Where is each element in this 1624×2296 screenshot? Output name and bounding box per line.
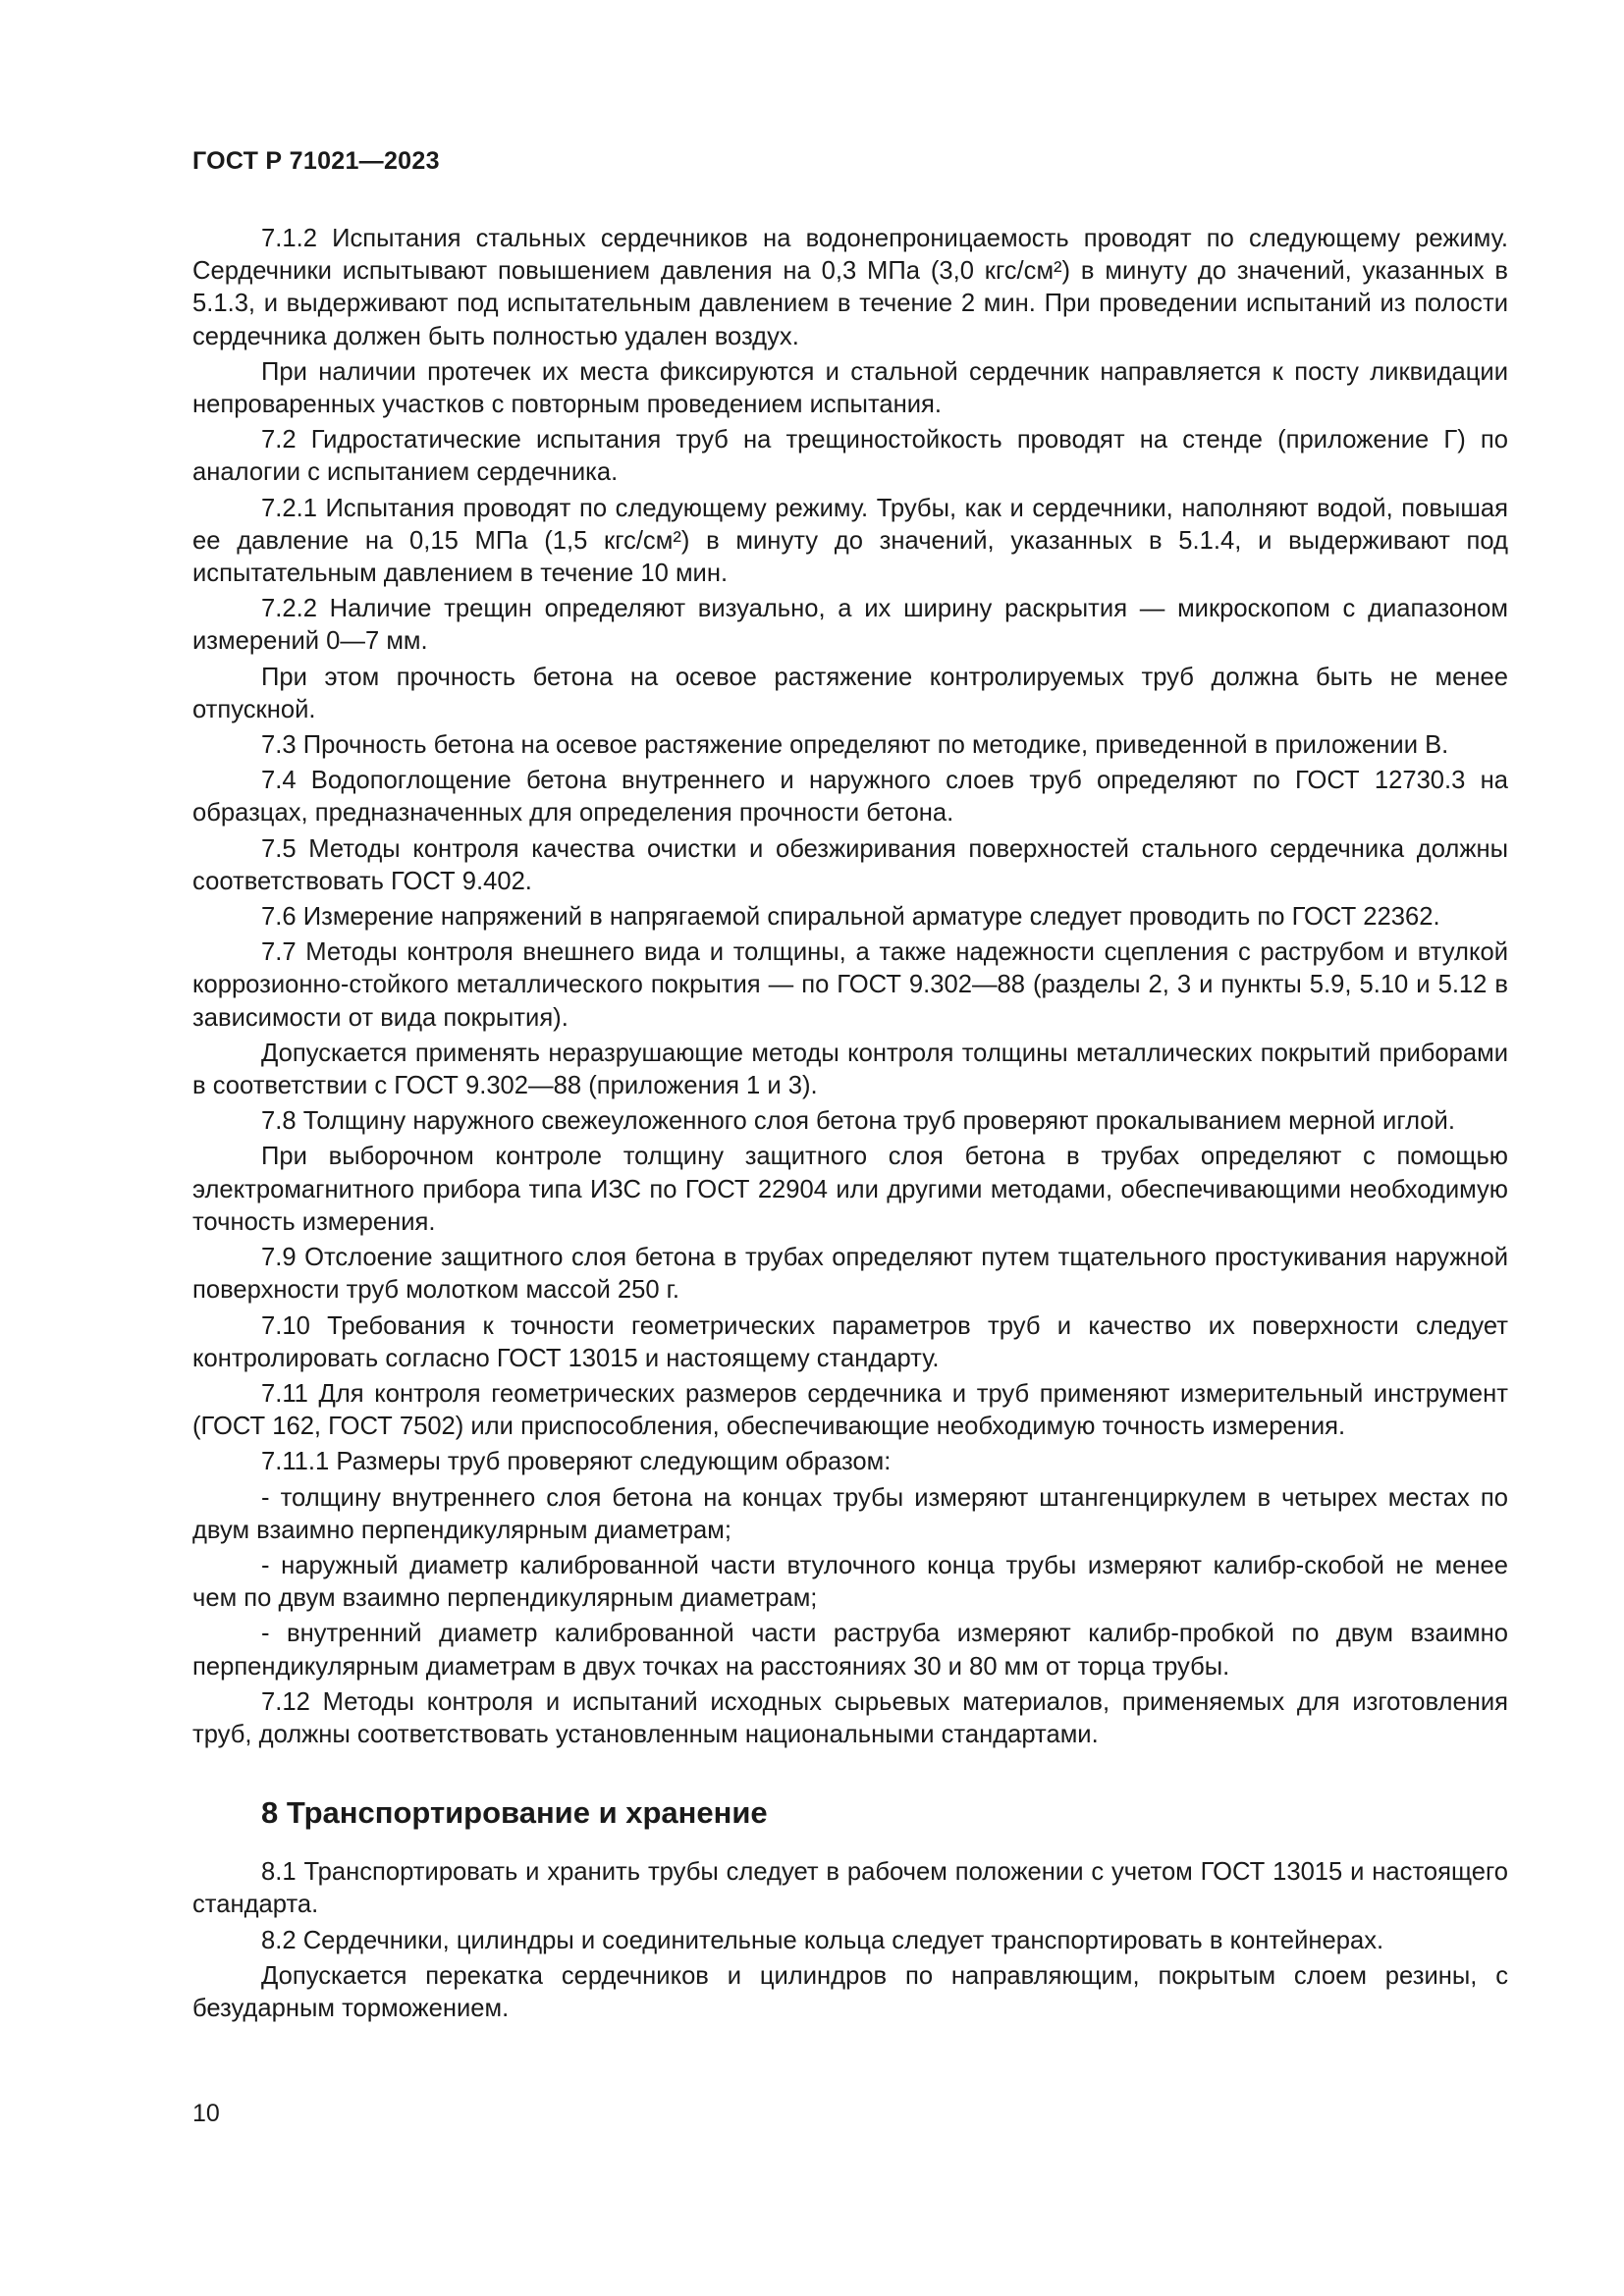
document-code-header: ГОСТ Р 71021—2023	[192, 147, 440, 175]
paragraph-7-1-2: 7.1.2 Испытания стальных сердечников на водонепроницаемость проводят по следующему режиму. Сердечники испытывают повышением давления на 0,3 МПа (3,0 кгс/см²) в минуту до значений, указанных в 5.1.3, и выдерживают под испытательным давлением в течение 2 мин. При проведении испытаний из полости сердечника должен быть полностью удален воздух.	[192, 225, 1508, 350]
paragraph-rolling-note: Допускается перекатка сердечников и цилиндров по направляющим, покрытым слоем резины, с безударным торможением.	[192, 1961, 1508, 2022]
paragraph-8-1: 8.1 Транспортировать и хранить трубы следует в рабочем положении с учетом ГОСТ 13015 и настоящего стандарта.	[192, 1858, 1508, 1919]
paragraph-selective-control: При выборочном контроле толщину защитного слоя бетона в трубах определяют с помощью электромагнитного прибора типа ИЗС по ГОСТ 22904 или другими методами, обеспечивающими необходимую точность измерения.	[192, 1143, 1508, 1236]
paragraph-strength-note: При этом прочность бетона на осевое растяжение контролируемых труб должна быть не менее отпускной.	[192, 663, 1508, 723]
list-item-inner-diameter: - внутренний диаметр калиброванной части раструба измеряют калибр-пробкой по двум взаимно перпендикулярным диаметрам в двух точках на расстояниях 30 и 80 мм от торца трубы.	[192, 1620, 1508, 1681]
paragraph-7-2: 7.2 Гидростатические испытания труб на трещиностойкость проводят на стенде (приложение Г) по аналогии с испытанием сердечника.	[192, 426, 1508, 487]
list-item-inner-layer: - толщину внутреннего слоя бетона на концах трубы измеряют штангенциркулем в четырех местах по двум взаимно перпендикулярным диаметрам;	[192, 1483, 1508, 1544]
paragraph-7-7: 7.7 Методы контроля внешнего вида и толщины, а также надежности сцепления с раструбом и втулкой коррозионно-стойкого металлического покрытия — по ГОСТ 9.302—88 (разделы 2, 3 и пункты 5.9, 5.10 и 5.12 в зависимости от вида покрытия).	[192, 938, 1508, 1032]
paragraph-7-5: 7.5 Методы контроля качества очистки и обезжиривания поверхностей стального сердечника должны соответствовать ГОСТ 9.402.	[192, 834, 1508, 895]
paragraph-7-10: 7.10 Требования к точности геометрических параметров труб и качество их поверхности следует контролировать согласно ГОСТ 13015 и настоящему стандарту.	[192, 1311, 1508, 1372]
paragraph-7-6: 7.6 Измерение напряжений в напрягаемой спиральной арматуре следует проводить по ГОСТ 22362.	[261, 903, 1440, 932]
paragraph-7-12: 7.12 Методы контроля и испытаний исходных сырьевых материалов, применяемых для изготовления труб, должны соответствовать установленным национальными стандартами.	[192, 1687, 1508, 1748]
paragraph-7-3: 7.3 Прочность бетона на осевое растяжение определяют по методике, приведенной в приложении В.	[261, 731, 1449, 760]
paragraph-8-2: 8.2 Сердечники, цилиндры и соединительные кольца следует транспортировать в контейнерах.	[261, 1926, 1384, 1954]
paragraph-7-2-1: 7.2.1 Испытания проводят по следующему режиму. Трубы, как и сердечники, наполняют водой, повышая ее давление на 0,15 МПа (1,5 кгс/см²) в минуту до значений, указанных в 5.1.4, и выдерживают под испытательным давлением в течение 10 мин.	[192, 494, 1508, 588]
paragraph-7-9: 7.9 Отслоение защитного слоя бетона в трубах определяют путем тщательного простукивания наружной поверхности труб молотком массой 250 г.	[192, 1244, 1508, 1305]
paragraph-7-11-1: 7.11.1 Размеры труб проверяют следующим образом:	[261, 1448, 892, 1476]
paragraph-leaks: При наличии протечек их места фиксируются и стальной сердечник направляется к посту ликвидации непроваренных участков с повторным проведением испытания.	[192, 357, 1508, 419]
list-item-outer-diameter: - наружный диаметр калиброванной части втулочного конца трубы измеряют калибр-скобой не менее чем по двум взаимно перпендикулярным диаметрам;	[192, 1551, 1508, 1613]
page-number: 10	[192, 2100, 220, 2127]
paragraph-7-2-2: 7.2.2 Наличие трещин определяют визуально, а их ширину раскрытия — микроскопом с диапазоном измерений 0—7 мм.	[192, 595, 1508, 656]
paragraph-7-11: 7.11 Для контроля геометрических размеров сердечника и труб применяют измерительный инструмент (ГОСТ 162, ГОСТ 7502) или приспособления, обеспечивающие необходимую точность измерения.	[192, 1379, 1508, 1441]
paragraph-7-4: 7.4 Водопоглощение бетона внутреннего и наружного слоев труб определяют по ГОСТ 12730.3 на образцах, предназначенных для определения прочности бетона.	[192, 767, 1508, 828]
paragraph-coating-note: Допускается применять неразрушающие методы контроля толщины металлических покрытий приборами в соответствии с ГОСТ 9.302—88 (приложения 1 и 3).	[192, 1039, 1508, 1100]
section-8-heading: 8 Транспортирование и хранение	[261, 1795, 768, 1831]
page-body	[192, 223, 1508, 2025]
paragraph-7-8: 7.8 Толщину наружного свежеуложенного слоя бетона труб проверяют прокалыванием мерной иглой.	[261, 1107, 1455, 1136]
